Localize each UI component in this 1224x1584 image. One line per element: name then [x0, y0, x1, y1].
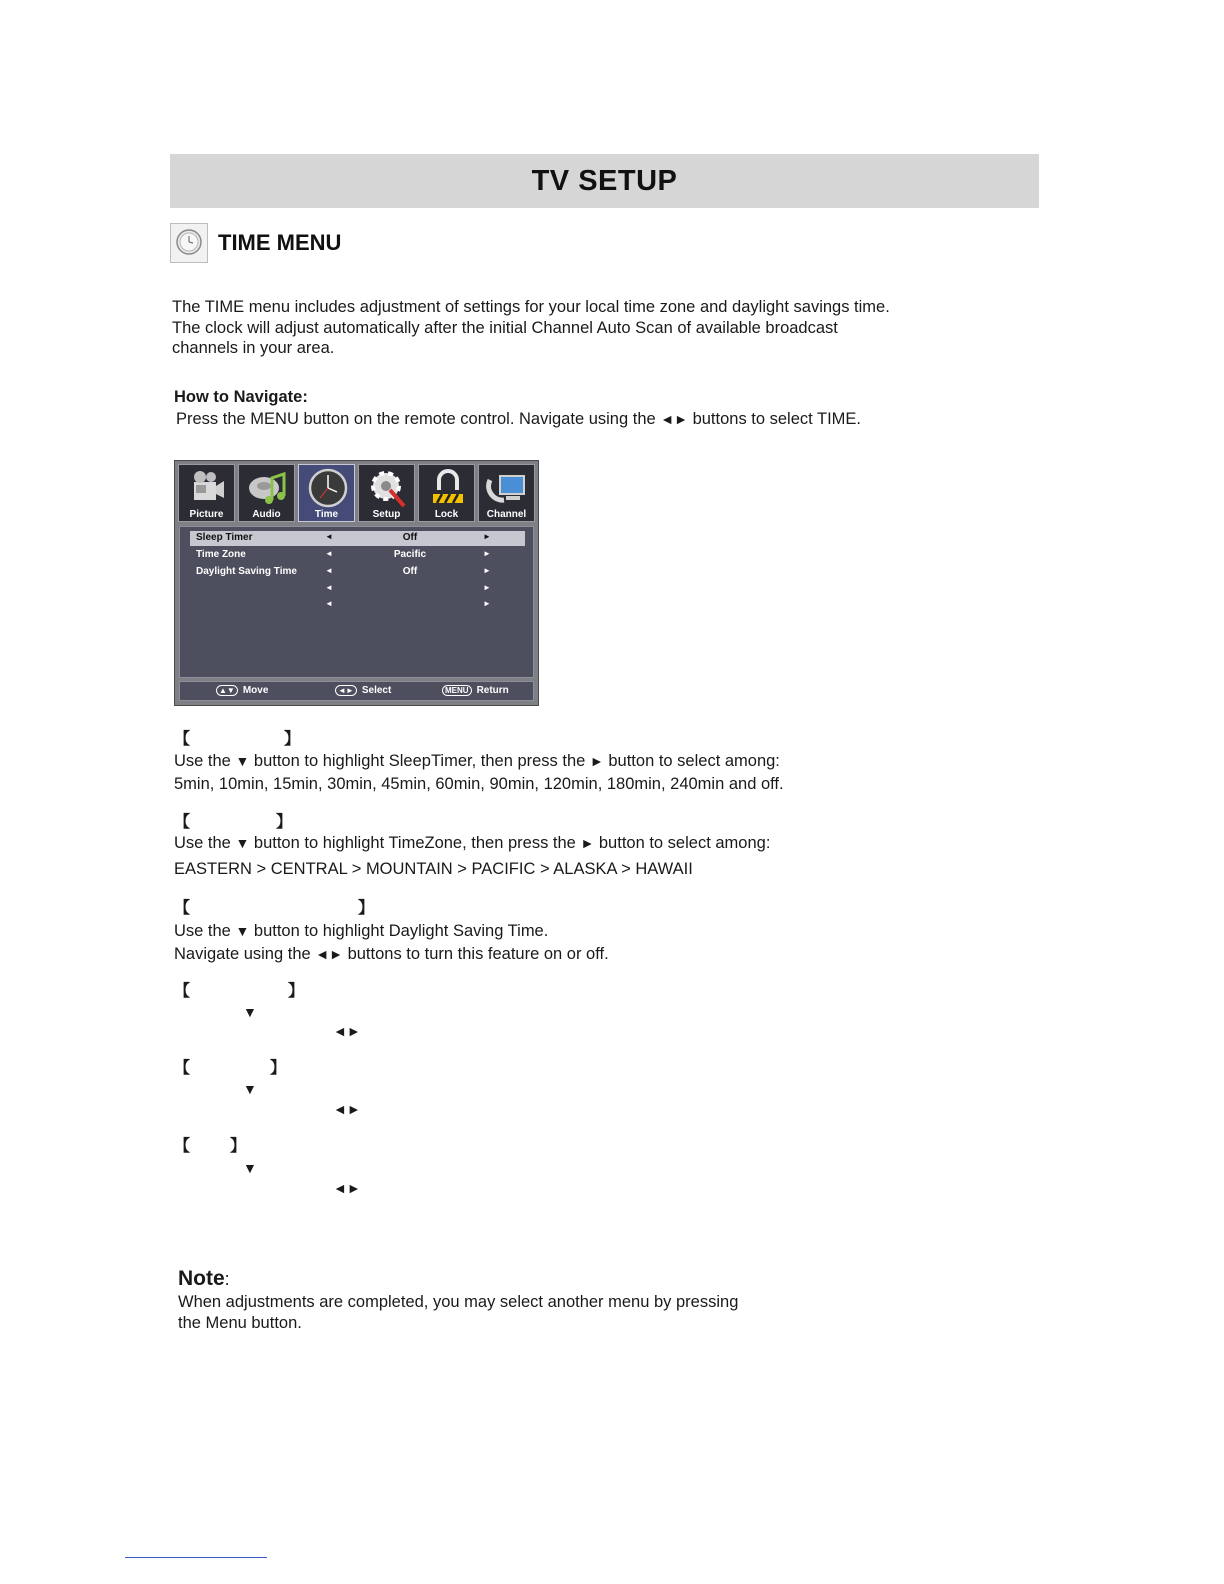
right-arrow-icon: ►	[589, 753, 604, 769]
open-bracket: 【	[174, 1060, 191, 1077]
right-arrow-icon: ►	[483, 532, 491, 541]
clock-icon	[306, 468, 350, 508]
tab-label: Channel	[486, 509, 527, 520]
text-part: Use the	[174, 922, 236, 940]
how-to-navigate-text	[176, 410, 861, 429]
close-bracket: 】	[230, 1138, 247, 1155]
left-arrow-icon: ◄	[325, 583, 333, 592]
tv-menu-screenshot	[174, 460, 539, 706]
menu-footer-hints	[179, 681, 534, 701]
tab-label: Lock	[434, 509, 459, 520]
right-arrow-icon: ►	[483, 599, 491, 608]
left-arrow-icon: ◄	[325, 599, 333, 608]
tab-label: Time	[314, 509, 339, 520]
open-bracket: 【	[174, 983, 191, 1000]
bottom-rule	[125, 1557, 267, 1558]
tab-label: Audio	[252, 509, 281, 520]
camera-icon	[186, 468, 230, 508]
lock-icon	[426, 468, 470, 508]
up-down-icon: ▲▼	[216, 685, 238, 696]
down-arrow-icon: ▼	[235, 923, 250, 939]
daylight-saving-line-1	[174, 922, 548, 941]
intro-paragraph	[172, 297, 992, 359]
menu-row-label: Sleep Timer	[196, 532, 253, 543]
section-title: TIME MENU	[218, 230, 342, 255]
menu-options-panel	[179, 526, 534, 678]
how-to-navigate-heading: How to Navigate:	[174, 388, 308, 406]
nav-text-part: buttons to select TIME.	[687, 410, 862, 428]
page-banner	[170, 154, 1039, 208]
menu-row-daylight-saving-time[interactable]	[190, 565, 525, 580]
time-zone-line-1	[174, 834, 770, 853]
clock-icon	[170, 223, 208, 263]
sleep-timer-options: 5min, 10min, 15min, 30min, 45min, 60min, 90min, 120min, 180min, 240min and off.	[174, 775, 784, 793]
close-bracket: 】	[288, 983, 305, 1000]
intro-line: channels in your area.	[172, 339, 335, 357]
down-arrow-icon: ▼	[243, 1160, 257, 1176]
left-right-arrows-icon: ◄►	[660, 411, 688, 427]
down-arrow-icon: ▼	[243, 1081, 257, 1097]
menu-row-time-zone[interactable]	[190, 548, 525, 563]
intro-line: The TIME menu includes adjustment of settings for your local time zone and daylight savings time.	[172, 298, 890, 316]
section-heading	[170, 223, 341, 263]
left-right-arrows-icon: ◄►	[333, 1180, 361, 1196]
tab-audio[interactable]	[238, 464, 295, 522]
tab-lock[interactable]	[418, 464, 475, 522]
menu-row-value: Off	[402, 532, 418, 543]
sleep-timer-line-1	[174, 752, 780, 771]
music-note-icon	[246, 468, 290, 508]
tab-picture[interactable]	[178, 464, 235, 522]
gear-icon	[366, 468, 410, 508]
menu-tab-bar	[178, 464, 535, 522]
text-part: button to highlight TimeZone, then press the	[249, 834, 581, 852]
tab-label: Setup	[372, 509, 401, 520]
close-bracket: 】	[276, 814, 293, 831]
menu-row-sleep-timer[interactable]	[190, 531, 525, 546]
right-arrow-icon: ►	[483, 583, 491, 592]
menu-row-empty	[190, 598, 525, 613]
right-arrow-icon: ►	[580, 835, 595, 851]
tab-label: Picture	[189, 509, 224, 520]
empty-heading-1	[174, 978, 304, 1001]
tab-setup[interactable]	[358, 464, 415, 522]
left-arrow-icon: ◄	[325, 566, 333, 575]
hint-label: Return	[476, 685, 509, 696]
time-zone-options: EASTERN > CENTRAL > MOUNTAIN > PACIFIC > ALASKA > HAWAII	[174, 860, 693, 878]
left-arrow-icon: ◄	[325, 532, 333, 541]
text-part: button to select among:	[603, 752, 780, 770]
hint-move	[216, 685, 268, 696]
menu-row-label: Daylight Saving Time	[196, 566, 297, 577]
text-part: button to highlight SleepTimer, then press the	[249, 752, 590, 770]
close-bracket: 】	[284, 731, 301, 748]
note-colon: :	[224, 1269, 230, 1289]
left-right-arrows-icon: ◄►	[315, 946, 343, 962]
text-part: Use the	[174, 834, 236, 852]
nav-text-part: Press the MENU button on the remote control. Navigate using the	[176, 410, 661, 428]
open-bracket: 【	[174, 1138, 191, 1155]
note-heading	[178, 1267, 230, 1291]
right-arrow-icon: ►	[483, 549, 491, 558]
open-bracket: 【	[174, 814, 191, 831]
left-arrow-icon: ◄	[325, 549, 333, 558]
close-bracket: 】	[270, 1060, 287, 1077]
close-bracket: 】	[358, 900, 375, 917]
text-part: Use the	[174, 752, 236, 770]
satellite-dish-icon	[486, 468, 530, 508]
down-arrow-icon: ▼	[243, 1004, 257, 1020]
text-part: button to select among:	[594, 834, 771, 852]
open-bracket: 【	[174, 731, 191, 748]
intro-line: The clock will adjust automatically after the initial Channel Auto Scan of available broadcast	[172, 318, 838, 337]
left-right-icon: ◄►	[335, 685, 357, 696]
empty-heading-2	[174, 1055, 286, 1078]
menu-row-label: Time Zone	[196, 549, 246, 560]
text-part: button to highlight Daylight Saving Time.	[249, 922, 549, 940]
hint-return	[442, 685, 509, 696]
menu-button-icon: MENU	[442, 685, 472, 696]
tab-time[interactable]	[298, 464, 355, 522]
sleep-timer-heading	[174, 726, 300, 749]
left-right-arrows-icon: ◄►	[333, 1101, 361, 1117]
note-text	[178, 1292, 818, 1333]
empty-heading-3	[174, 1133, 246, 1156]
down-arrow-icon: ▼	[235, 753, 250, 769]
hint-label: Select	[361, 685, 392, 696]
open-bracket: 【	[174, 900, 191, 917]
page-title: TV SETUP	[531, 164, 678, 197]
down-arrow-icon: ▼	[235, 835, 250, 851]
menu-row-empty	[190, 582, 525, 597]
hint-label: Move	[242, 685, 269, 696]
note-line: the Menu button.	[178, 1313, 302, 1332]
tab-channel[interactable]	[478, 464, 535, 522]
text-part: Navigate using the	[174, 945, 316, 963]
daylight-saving-heading	[174, 895, 374, 918]
note-title: Note	[178, 1267, 225, 1290]
hint-select	[335, 685, 391, 696]
daylight-saving-line-2	[174, 945, 609, 964]
time-zone-heading	[174, 809, 292, 832]
menu-row-value: Off	[402, 566, 418, 577]
left-right-arrows-icon: ◄►	[333, 1023, 361, 1039]
note-line: When adjustments are completed, you may select another menu by pressing	[178, 1293, 739, 1311]
right-arrow-icon: ►	[483, 566, 491, 575]
text-part: buttons to turn this feature on or off.	[342, 945, 609, 963]
menu-row-value: Pacific	[393, 549, 427, 560]
